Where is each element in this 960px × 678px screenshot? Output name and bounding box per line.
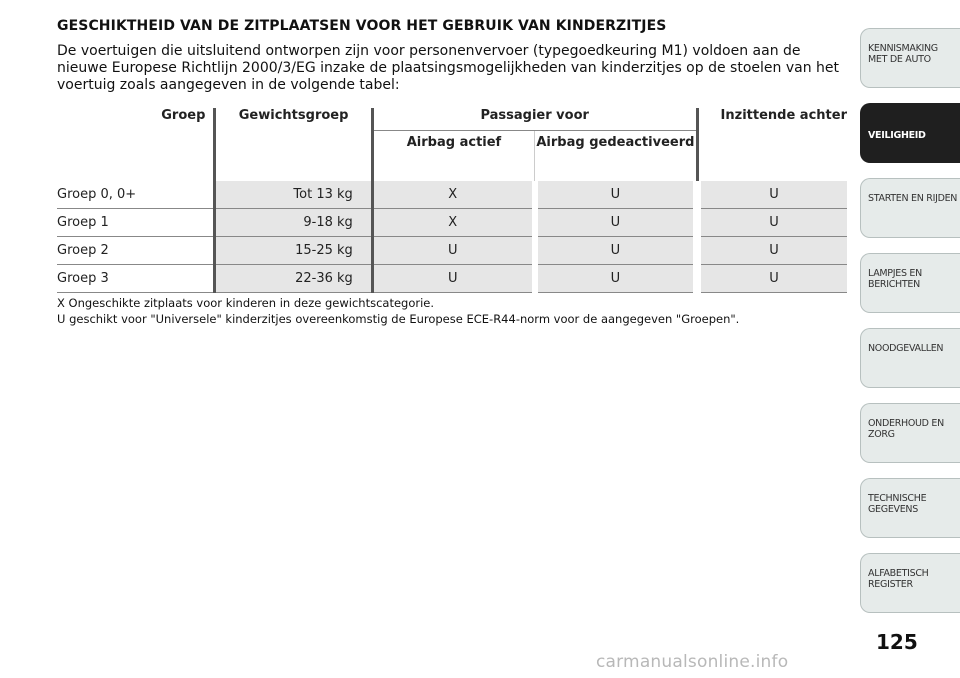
cell-airbag-actief: X xyxy=(372,209,534,237)
header-groep: Groep xyxy=(161,108,206,123)
tab-technische-gegevens[interactable]: TECHNISCHE GEGEVENS xyxy=(860,478,960,538)
cell-gewicht: Tot 13 kg xyxy=(215,181,372,209)
cell-gewicht: 9-18 kg xyxy=(215,209,372,237)
table-notes xyxy=(57,295,847,327)
cell-groep: Groep 1 xyxy=(57,209,215,237)
header-gewichtsgroep: Gewichtsgroep xyxy=(215,108,372,181)
cell-gewicht: 22-36 kg xyxy=(215,265,372,293)
cell-inzittende-achter: U xyxy=(697,181,847,209)
page-number: 125 xyxy=(876,630,918,654)
cell-groep: Groep 0, 0+ xyxy=(57,181,215,209)
note-x: X Ongeschikte zitplaats voor kinderen in deze gewichtscategorie. xyxy=(57,296,435,310)
cell-groep: Groep 3 xyxy=(57,265,215,293)
header-inzittende-achter: Inzittende achter xyxy=(697,108,847,181)
table-row xyxy=(57,265,847,293)
tab-kennismaking-met-de-auto[interactable]: KENNISMAKING MET DE AUTO xyxy=(860,28,960,88)
section-heading: GESCHIKTHEID VAN DE ZITPLAATSEN VOOR HET GEBRUIK VAN KINDERZITJES xyxy=(57,18,667,34)
tab-noodgevallen[interactable]: NOODGEVALLEN xyxy=(860,328,960,388)
cell-airbag-actief: U xyxy=(372,265,534,293)
table-body xyxy=(57,181,847,293)
cell-inzittende-achter: U xyxy=(697,265,847,293)
cell-airbag-gedeactiveerd: U xyxy=(535,237,697,265)
cell-airbag-gedeactiveerd: U xyxy=(535,209,697,237)
table-row xyxy=(57,181,847,209)
cell-airbag-gedeactiveerd: U xyxy=(535,265,697,293)
table-row xyxy=(57,209,847,237)
table-row xyxy=(57,237,847,265)
cell-inzittende-achter: U xyxy=(697,237,847,265)
cell-airbag-gedeactiveerd: U xyxy=(535,181,697,209)
tab-alfabetisch-register[interactable]: ALFABETISCH REGISTER xyxy=(860,553,960,613)
cell-groep: Groep 2 xyxy=(57,237,215,265)
cell-airbag-actief: U xyxy=(372,237,534,265)
child-seat-table xyxy=(57,108,847,293)
tab-lampjes-en-berichten[interactable]: LAMPJES EN BERICHTEN xyxy=(860,253,960,313)
page-content xyxy=(57,18,847,327)
intro-paragraph: De voertuigen die uitsluitend ontworpen zijn voor personenvervoer (typegoedkeuring M1) voldoen aan de nieuwe Europese Richtlijn 2000/3/EG inzake de plaatsingsmogelijkheden van kinderzitjes op de stoelen van het voertuig zoals aangegeven in de volgende tabel: xyxy=(57,43,839,93)
cell-inzittende-achter: U xyxy=(697,209,847,237)
tab-starten-en-rijden[interactable]: STARTEN EN RIJDEN xyxy=(860,178,960,238)
cell-gewicht: 15-25 kg xyxy=(215,237,372,265)
tab-onderhoud-en-zorg[interactable]: ONDERHOUD EN ZORG xyxy=(860,403,960,463)
header-airbag-actief: Airbag actief xyxy=(372,131,534,182)
tab-veiligheid[interactable]: VEILIGHEID xyxy=(860,103,960,163)
watermark: carmanualsonline.info xyxy=(596,652,789,672)
header-airbag-gedeactiveerd: Airbag gedeactiveerd xyxy=(535,131,697,182)
note-u: U geschikt voor "Universele" kinderzitjes overeenkomstig de Europese ECE-R44-norm voor de aangegeven "Groepen". xyxy=(57,312,740,326)
header-passagier-voor: Passagier voor xyxy=(372,108,697,131)
cell-airbag-actief: X xyxy=(372,181,534,209)
